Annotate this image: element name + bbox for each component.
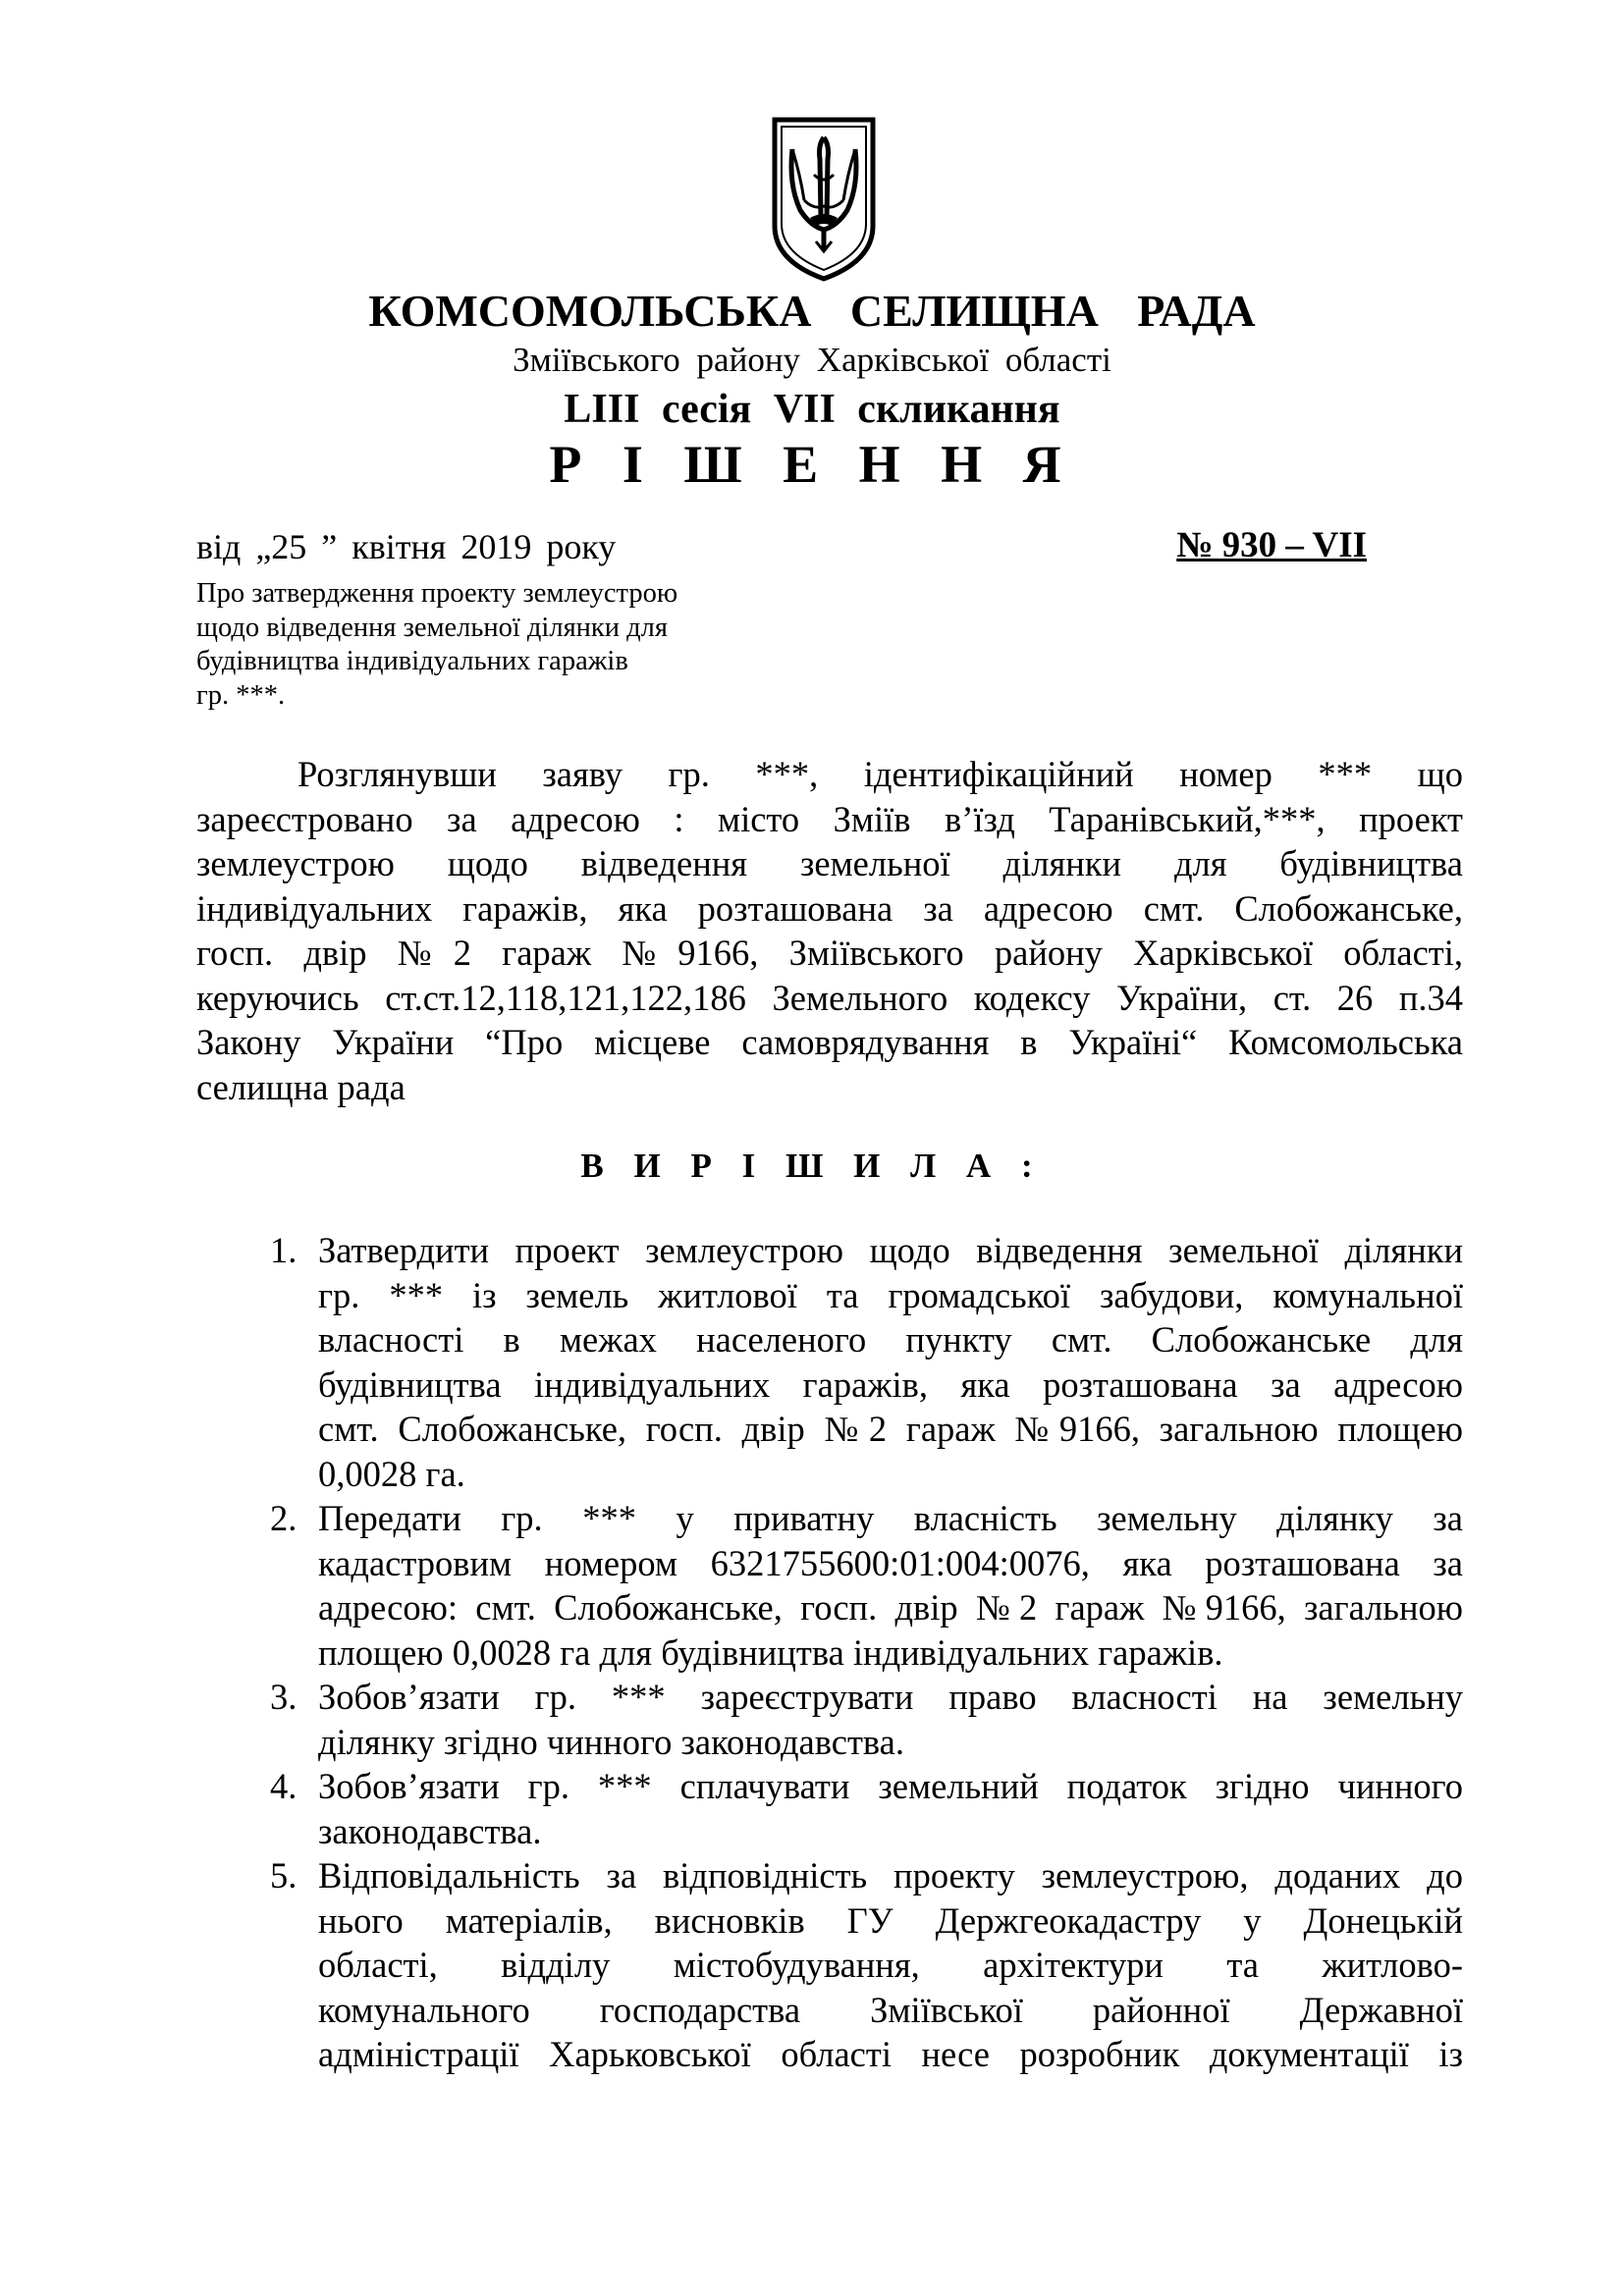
list-item — [270, 1764, 1463, 1853]
subject-line: щодо відведення земельної ділянки для — [196, 612, 668, 643]
decision-items-list — [270, 1228, 1463, 2077]
item-number: 2. — [270, 1498, 298, 1538]
item-line: комунального господарства Зміївської районної Державної — [318, 1989, 1463, 2030]
decision-number: № 930 – VII — [1176, 525, 1367, 565]
item-line: області, відділу містобудування, архітектури та житлово- — [318, 1945, 1463, 1985]
item-line: Затвердити проект землеустрою щодо відведення земельної ділянки — [318, 1230, 1463, 1270]
item-line: будівництва індивідуальних гаражів, яка розташована за адресою — [318, 1363, 1463, 1405]
decision-date: від „25 ” квітня 2019 року — [196, 527, 617, 566]
subject-line: Про затвердження проекту землеустрою — [196, 578, 678, 609]
council-name: КОМСОМОЛЬСЬКА СЕЛИЩНА РАДА — [368, 286, 1256, 336]
item-number: 4. — [270, 1766, 298, 1806]
session-line: LIII сесія VII скликання — [564, 387, 1060, 432]
coat-of-arms-emblem — [771, 116, 877, 283]
subject-line: будівництва індивідуальних гаражів — [196, 646, 628, 676]
district-line: Зміївського району Харківської області — [513, 341, 1111, 379]
decision-title: Р І Ш Е Н Н Я — [549, 435, 1075, 494]
item-line: Передати гр. *** у приватну власність земельну ділянку за — [318, 1498, 1463, 1538]
preamble-paragraph — [196, 752, 1463, 1109]
item-line: адміністрації Харьковської області несе розробник документації із — [318, 2034, 1463, 2074]
subject-line: гр. ***. — [196, 679, 286, 711]
preamble-line: госп. двір №2 гараж №9166, Зміївського району Харківської області, — [196, 933, 1463, 973]
preamble-line: Розглянувши заяву гр. ***, ідентифікаційний номер *** що — [298, 754, 1463, 794]
decision-subject — [196, 577, 785, 713]
item-line: 0,0028 га. — [318, 1453, 465, 1494]
item-line: смт. Слобожанське, госп. двір №2 гараж №9166, загальною площею — [318, 1409, 1463, 1449]
item-line: кадастровим номером 6321755600:01:004:0076, яка розташована за — [318, 1542, 1463, 1583]
list-item — [270, 1675, 1463, 1764]
preamble-line: Закону України “Про місцеве самоврядування в Україні“ Комсомольська — [196, 1022, 1463, 1062]
item-number: 1. — [270, 1230, 298, 1270]
item-line: Зобов’язати гр. *** зареєструвати право власності на земельну — [318, 1677, 1463, 1717]
item-number: 3. — [270, 1677, 298, 1717]
preamble-line: керуючись ст.ст.12,118,121,122,186 Земельного кодексу України, ст. 26 п.34 — [196, 977, 1463, 1018]
list-item — [270, 1228, 1463, 1496]
item-line: гр. *** із земель житлової та громадської забудови, комунальної — [318, 1274, 1463, 1315]
resolved-heading: В И Р І Ш И Л А : — [580, 1147, 1044, 1185]
preamble-line: землеустрою щодо відведення земельної ділянки для будівництва — [196, 843, 1463, 883]
item-line: Зобов’язати гр. *** сплачувати земельний податок згідно чинного — [318, 1766, 1463, 1806]
item-line: власності в межах населеного пункту смт. Слобожанське для — [318, 1319, 1463, 1360]
item-number: 5. — [270, 1855, 298, 1896]
item-line: адресою: смт. Слобожанське, госп. двір №2 гараж №9166, загальною — [318, 1587, 1463, 1628]
item-line: ділянку згідно чинного законодавства. — [318, 1721, 904, 1762]
list-item — [270, 1853, 1463, 2077]
item-line: Відповідальність за відповідність проекту землеустрою, доданих до — [318, 1855, 1463, 1896]
list-item — [270, 1496, 1463, 1675]
item-line: законодавства. — [318, 1810, 542, 1851]
preamble-line: зареєстровано за адресою : місто Зміїв в’їзд Таранівський,***, проект — [196, 798, 1463, 839]
preamble-line: індивідуальних гаражів, яка розташована за адресою смт. Слобожанське, — [196, 887, 1463, 929]
item-line: площею 0,0028 га для будівництва індивідуальних гаражів. — [318, 1631, 1223, 1673]
preamble-line: селищна рада — [196, 1066, 406, 1107]
item-line: нього матеріалів, висновків ГУ Держгеокадастру у Донецькій — [318, 1899, 1463, 1941]
